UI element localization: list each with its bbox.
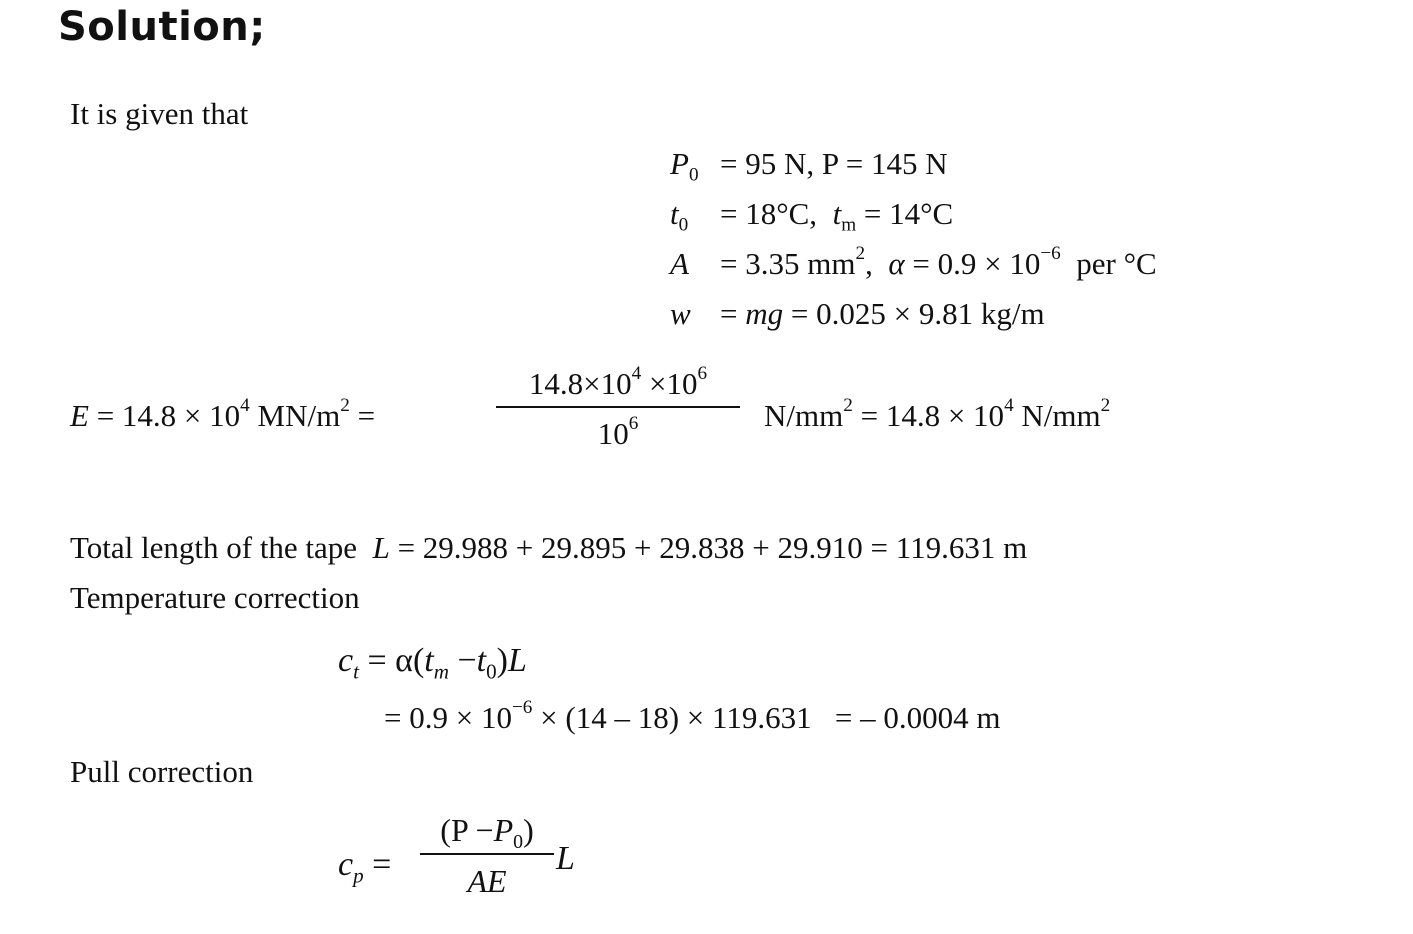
equals: =: [372, 846, 392, 883]
sub-0: 0: [486, 659, 497, 684]
equals: =: [720, 296, 738, 331]
fraction-denominator: $10^6$: [597, 412, 639, 451]
sub-p: p: [353, 863, 364, 888]
var-mg: mg: [745, 296, 784, 331]
given-area-value: = 3.35 mm: [720, 246, 856, 281]
pull-formula-lhs: [338, 846, 392, 888]
pull-trail-l: [556, 840, 575, 878]
total-length-line: [70, 530, 1027, 566]
pull-fraction: [420, 812, 554, 900]
sup-neg6: −6: [1040, 242, 1061, 264]
fraction-denominator: AE: [467, 863, 507, 899]
total-length-label: Total length of the tape: [70, 530, 358, 565]
intro-text: It is given that: [70, 96, 249, 131]
var-t: t: [424, 642, 434, 679]
sub-m: m: [433, 659, 449, 684]
unit-n-mm: N/mm: [1021, 398, 1101, 433]
sub-0: 0: [688, 164, 699, 186]
minus: −: [457, 642, 477, 679]
pull-correction-label: Pull correction: [70, 754, 254, 789]
unit-n-mm: N/mm: [764, 398, 844, 433]
given-w-value: = 0.025 × 9.81 kg/m: [790, 296, 1045, 331]
unit-mn-m: MN/m: [257, 398, 341, 433]
var-p0: P: [670, 146, 689, 181]
calc-part-b: × (14 – 18) × 119.631: [540, 700, 812, 735]
given-row-w: [670, 296, 1045, 332]
solution-heading: Solution;: [58, 4, 266, 50]
fraction-numerator: $14.8\times 10^4 \times 10^6$: [528, 362, 708, 401]
modulus-fraction: [496, 362, 740, 452]
modulus-lhs: [70, 394, 376, 434]
var-t: t: [476, 642, 487, 679]
fraction-numerator: $(P -P_0)$: [440, 812, 534, 853]
given-alpha-value: = 0.9 × 10: [912, 246, 1041, 281]
modulus-result: = 14.8 × 10: [860, 398, 1005, 433]
modulus-value: = 14.8 × 10: [96, 398, 241, 433]
sup-2: 2: [843, 394, 853, 416]
calc-part-a: = 0.9 × 10: [384, 700, 512, 735]
var-l: L: [372, 530, 390, 565]
equals: =: [357, 398, 376, 433]
var-a: A: [670, 246, 689, 281]
sup-neg6: −6: [511, 696, 533, 718]
sub-m: m: [841, 214, 857, 236]
modulus-rhs: [764, 394, 1111, 434]
total-length-value: = 29.988 + 29.895 + 29.838 + 29.910 = 119.631 m: [397, 530, 1028, 565]
sup-2: 2: [340, 394, 350, 416]
given-tm-value: = 14°C: [863, 196, 954, 231]
sub-t: t: [353, 659, 359, 684]
comma: ,: [865, 246, 873, 281]
sup-4: 4: [240, 394, 250, 416]
formula-alpha-open: = α(: [367, 642, 425, 679]
var-alpha: α: [888, 246, 905, 281]
var-l: L: [556, 840, 575, 877]
sub-0: 0: [678, 214, 689, 236]
given-row-t: [670, 196, 954, 236]
temperature-correction-label: Temperature correction: [70, 580, 360, 615]
given-p-values: = 95 N, P = 145 N: [720, 146, 948, 181]
given-row-p: [670, 146, 948, 186]
var-t0: t: [670, 196, 679, 231]
close-paren: ): [496, 642, 508, 679]
given-row-a: [670, 242, 1157, 282]
per-degree: per °C: [1076, 246, 1157, 281]
calc-result: = – 0.0004 m: [834, 700, 1001, 735]
var-c: c: [338, 846, 354, 883]
var-w: w: [670, 296, 691, 331]
temperature-calc: [384, 696, 1001, 736]
sup-2: 2: [855, 242, 866, 264]
var-e: E: [70, 398, 89, 433]
var-l: L: [507, 642, 527, 679]
var-tm: t: [832, 196, 842, 231]
sup-2: 2: [1100, 394, 1111, 416]
temperature-formula: [338, 642, 527, 684]
sup-4: 4: [1004, 394, 1014, 416]
given-t0-value: = 18°C,: [720, 196, 818, 231]
var-c: c: [338, 642, 354, 679]
